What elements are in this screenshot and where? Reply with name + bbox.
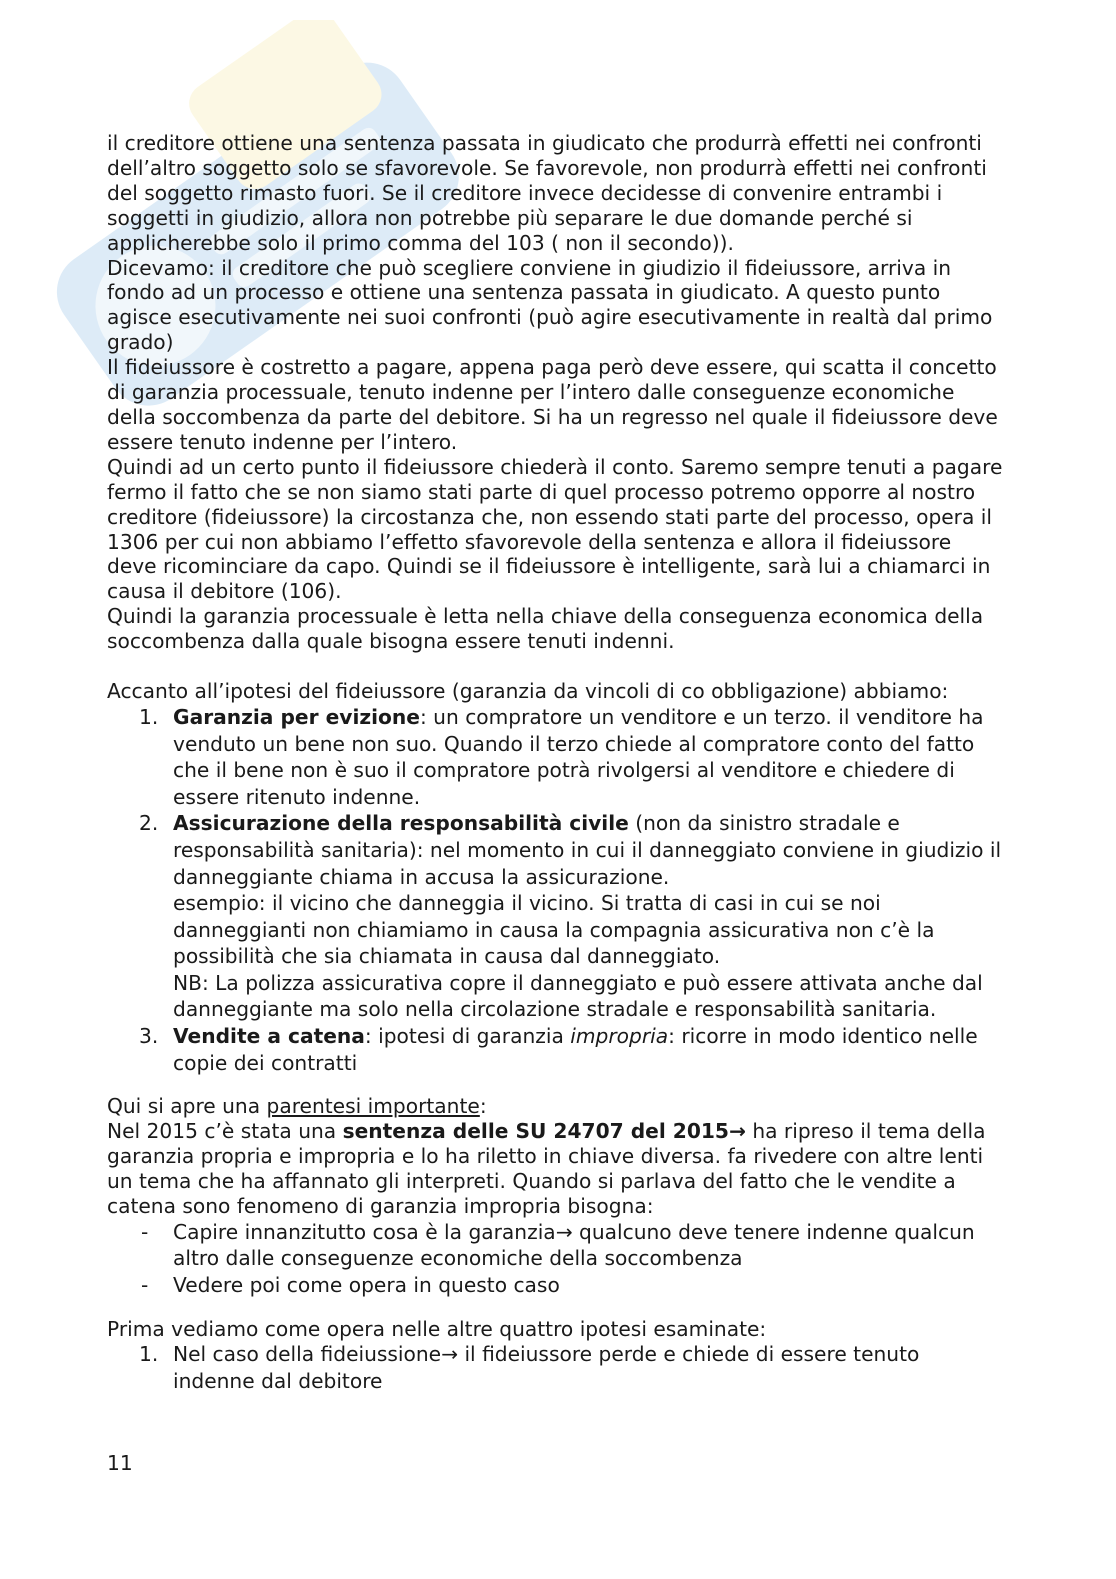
item-text: qualcuno deve tenere indenne qualcun altro dalle conseguenze economiche della soccombenza	[173, 1219, 975, 1271]
lead-text: :	[479, 1094, 487, 1119]
numbered-list	[107, 1341, 1007, 1394]
paragraph-text: ha ripreso il tema della garanzia propria e impropria e lo ha riletto in chiave diversa. fa rivedere con altre lenti un tema che ha affannato gli interpreti. Quando si parlava del fatto che le vendite a catena sono fenomeno di garanzia impropria bisogna:	[107, 1119, 986, 1218]
paragraph-text: Nel 2015 c’è stata una	[107, 1119, 343, 1144]
list-number: 2.	[139, 811, 159, 836]
paragraph: il creditore ottiene una sentenza passata in giudicato che produrrà effetti nei confronti dell’altro soggetto solo se sfavorevole. Se favorevole, non produrrà effetti nei confronti del soggetto rimasto fuori. Se il creditore invece decidesse di convenire entrambi i soggetti in giudizio, allora non potrebbe più separare le due domande perché si applicherebbe solo il primo comma del 103 ( non il secondo)).	[107, 131, 987, 255]
list-item	[107, 1341, 1007, 1394]
item-text: Nel caso della fideiussione	[173, 1342, 442, 1367]
item-title: Assicurazione della responsabilità civile	[173, 811, 629, 836]
item-text: Capire innanzitutto cosa è la garanzia	[173, 1219, 556, 1244]
lead-text: Qui si apre una	[107, 1094, 267, 1119]
list-number: 1.	[139, 704, 159, 729]
item-example: esempio: il vicino che danneggia il vicino. Si tratta di casi in cui se noi danneggianti non chiamiamo in causa la compagnia assicurativa non c’è la possibilità che sia chiamata in causa dal danneggiato.	[173, 891, 935, 969]
item-text: il fideiussore perde e chiede di essere tenuto indenne dal debitore	[173, 1342, 920, 1394]
paragraph: Quindi ad un certo punto il fideiussore chiederà il conto. Saremo sempre tenuti a pagare fermo il fatto che se non siamo stati parte di quel processo potremo opporre al nostro creditore (fideiussore) la circostanza che, non essendo stati parte del processo, opera il 1306 per cui non abbiamo l’effetto sfavorevole della sentenza e allora il fideiussore deve ricominciare da capo. Quindi se il fideiussore è intelligente, sarà lui a chiamarci in causa il debitore (106).	[107, 454, 1003, 604]
item-text: Vedere poi come opera in questo caso	[173, 1272, 560, 1297]
list-number: 1.	[139, 1342, 159, 1367]
section-lead	[107, 1094, 1007, 1119]
item-title: Garanzia per evizione	[173, 704, 420, 729]
item-text: : un compratore un venditore e un terzo. il venditore ha venduto un bene non suo. Quando il terzo chiede al compratore conto del fatto che il bene non è suo il compratore potrà rivolgersi al venditore e chiedere di essere ritenuto indenne.	[173, 704, 984, 809]
item-text: : ricorre in modo identico nelle copie dei contratti	[173, 1024, 978, 1075]
item-italic: impropria	[570, 1024, 669, 1049]
item-title: Vendite a catena	[173, 1024, 365, 1049]
section-lead: Prima vediamo come opera nelle altre quattro ipotesi esaminate:	[107, 1316, 767, 1341]
item-text: : ipotesi di garanzia	[364, 1024, 571, 1049]
arrow-icon: →	[728, 1119, 746, 1144]
arrow-icon: →	[441, 1342, 459, 1367]
arrow-icon: →	[555, 1219, 573, 1244]
dash-bullet: -	[141, 1219, 149, 1244]
underlined-text: parentesi importante	[266, 1094, 480, 1119]
list-number: 3.	[139, 1024, 159, 1049]
dash-bullet: -	[141, 1272, 149, 1297]
paragraph: Dicevamo: il creditore che può scegliere conviene in giudizio il fideiussore, arriva in fondo ad un processo e ottiene una sentenza passata in giudicato. A questo punto agisce esecutivamente nei suoi confronti (può agire esecutivamente in realtà dal primo grado)	[107, 255, 993, 355]
paragraph	[107, 1119, 1007, 1219]
item-note: NB: La polizza assicurativa copre il danneggiato e può essere attivata anche dal danneggiante ma solo nella circolazione stradale e responsabilità sanitaria.	[173, 970, 983, 1022]
page-number: 11	[107, 1451, 133, 1475]
bold-text: sentenza delle SU 24707 del 2015	[342, 1119, 729, 1144]
list-item	[107, 1219, 1007, 1272]
list-item	[107, 810, 1007, 1023]
paragraph: Il fideiussore è costretto a pagare, appena paga però deve essere, qui scatta il concetto di garanzia processuale, tenuto indenne per l’intero dalle conseguenze economiche della soccombenza da parte del debitore. Si ha un regresso nel quale il fideiussore deve essere tenuto indenne per l’intero.	[107, 355, 998, 454]
list-item	[107, 1272, 1007, 1299]
item-text: (non da sinistro stradale e responsabilità sanitaria): nel momento in cui il danneggiato conviene in giudizio il danneggiante chiama in accusa la assicurazione.	[173, 811, 1002, 889]
paragraph: Quindi la garanzia processuale è letta nella chiave della conseguenza economica della soccombenza dalla quale bisogna essere tenuti indenni.	[107, 604, 984, 654]
section-lead: Accanto all’ipotesi del fideiussore (garanzia da vincoli di co obbligazione) abbiamo:	[107, 679, 949, 704]
list-item	[107, 704, 1007, 810]
list-item	[107, 1023, 1007, 1076]
dash-list	[107, 1219, 1007, 1299]
numbered-list	[107, 704, 1007, 1076]
document-body	[107, 131, 1007, 1395]
